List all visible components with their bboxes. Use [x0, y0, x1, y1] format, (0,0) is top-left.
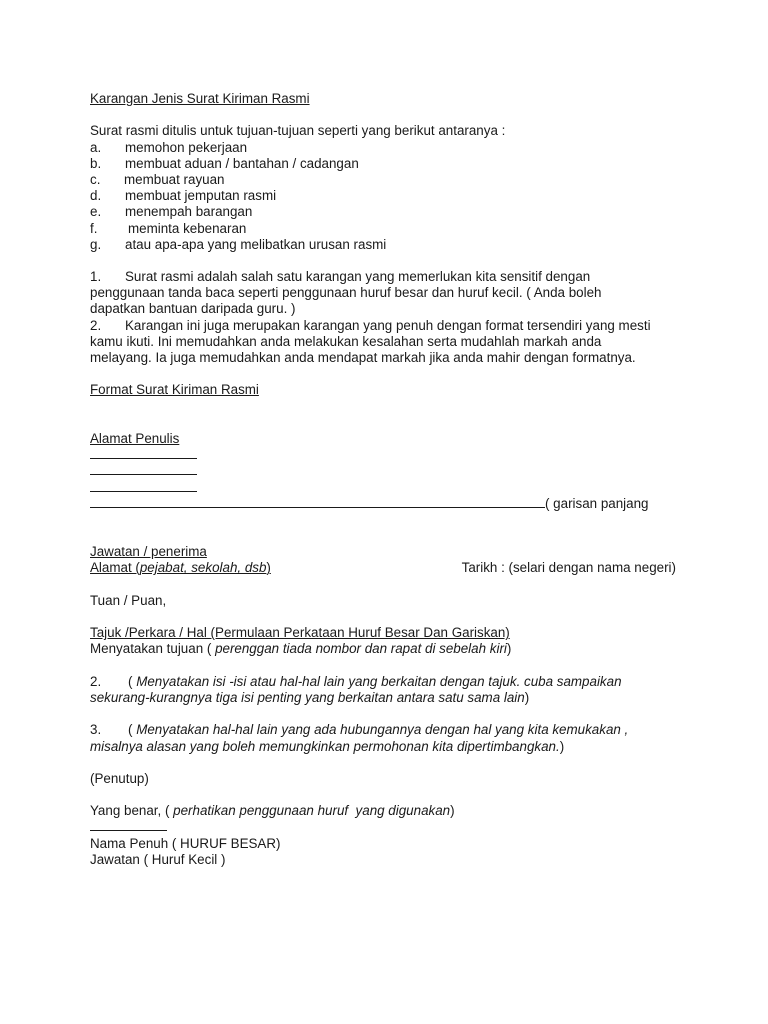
note-text: dapatkan bantuan daripada guru. ): [90, 301, 296, 317]
body-point-3: 3. ( Menyatakan hal-hal lain yang ada hubungannya dengan hal yang kita kemukakan , misalnya alasan yang boleh memungkinkan permohonan kita dipertimbangkan.): [90, 722, 629, 754]
recipient-position: Jawatan / penerima: [90, 544, 207, 560]
list-item: d. membuat jemputan rasmi: [90, 188, 277, 204]
note-text: kamu ikuti. Ini memudahkan anda melakukan kesalahan serta mudahlah markah anda: [90, 333, 602, 349]
address-blank-line: [90, 463, 197, 475]
recipient-address-row: [90, 560, 676, 576]
list-item: b. membuat aduan / bantahan / cadangan: [90, 155, 359, 171]
list-item: c. membuat rayuan: [90, 171, 225, 187]
writer-address-label: Alamat Penulis: [90, 430, 180, 446]
note-text: Karangan ini juga merupakan karangan yang penuh dengan format tersendiri yang mesti: [125, 317, 651, 333]
long-line-note: ( garisan panjang: [545, 495, 649, 511]
note-text: penggunaan tanda baca seperti penggunaan huruf besar dan huruf kecil. ( Anda boleh: [90, 285, 602, 301]
document-title: Karangan Jenis Surat Kiriman Rasmi: [90, 91, 310, 106]
long-divider-line: [90, 496, 545, 508]
address-blank-line: [90, 447, 197, 459]
purpose-paragraph: Menyatakan tujuan ( perenggan tiada nombor dan rapat di sebelah kiri): [90, 641, 512, 657]
closing: (Penutup): [90, 770, 149, 786]
address-blank-line: [90, 480, 197, 492]
note-number: 2.: [90, 317, 102, 333]
subject-line: Tajuk /Perkara / Hal (Permulaan Perkataan Huruf Besar Dan Gariskan): [90, 625, 510, 641]
position: Jawatan ( Huruf Kecil ): [90, 851, 226, 867]
full-name: Nama Penuh ( HURUF BESAR): [90, 835, 281, 851]
purpose-list: [90, 140, 690, 253]
note-number: 1.: [90, 269, 102, 285]
signature-line: [90, 819, 167, 831]
note-text: melayang. Ia juga memudahkan anda mendapat markah jika anda mahir dengan formatnya.: [90, 350, 636, 365]
note-1: [90, 269, 690, 318]
document-page: [90, 91, 690, 868]
list-item: g. atau apa-apa yang melibatkan urusan rasmi: [90, 236, 387, 252]
body-point-2: 2. ( Menyatakan isi -isi atau hal-hal lain yang berkaitan dengan tajuk. cuba sampaikan sekurang-kurangnya tiga isi penting yang berkaitan antara satu sama lain): [90, 673, 622, 705]
sign-off: Yang benar, ( perhatikan penggunaan huruf yang digunakan): [90, 803, 455, 819]
note-2: [90, 318, 690, 367]
salutation: Tuan / Puan,: [90, 592, 167, 608]
date-label: Tarikh : (selari dengan nama negeri): [461, 560, 676, 576]
list-item: f. meminta kebenaran: [90, 220, 247, 236]
note-text: Surat rasmi adalah salah satu karangan yang memerlukan kita sensitif dengan: [125, 269, 591, 285]
format-heading: Format Surat Kiriman Rasmi: [90, 382, 259, 398]
intro-text: Surat rasmi ditulis untuk tujuan-tujuan seperti yang berikut antaranya :: [90, 123, 506, 139]
recipient-address: Alamat (pejabat, sekolah, dsb): [90, 560, 271, 576]
list-item: a. memohon pekerjaan: [90, 139, 248, 155]
list-item: e. menempah barangan: [90, 204, 253, 220]
